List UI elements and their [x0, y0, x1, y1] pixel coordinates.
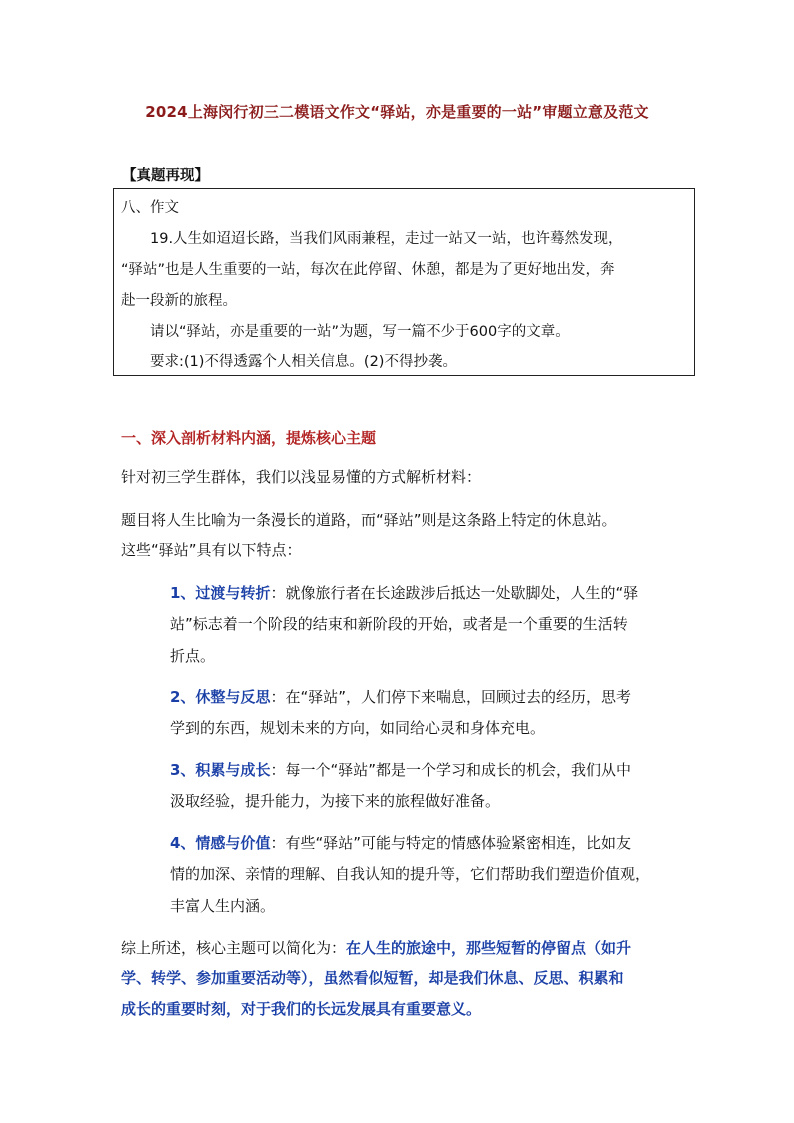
feature-item [170, 832, 631, 854]
feature-key: 1、过渡与转折 [170, 584, 271, 602]
question-line: 19.人生如迢迢长路，当我们风雨兼程，走过一站又一站，也许蓦然发现， [150, 231, 623, 247]
page-title: 2024上海闵行初三二模语文作文“驿站，亦是重要的一站”审题立意及范文 [145, 103, 649, 121]
intro-paragraph: 针对初三学生群体，我们以浅显易懂的方式解析材料： [121, 468, 482, 486]
summary-emphasis: 在人生的旅途中，那些短暂的停留点（如升 [346, 939, 632, 957]
feature-item [170, 759, 631, 781]
section-heading: 一、深入剖析材料内涵，提炼核心主题 [121, 429, 377, 447]
question-box [113, 188, 695, 376]
feature-item [170, 686, 631, 708]
question-line: “驿站”也是人生重要的一站，每次在此停留、休憩，都是为了更好地出发，奔 [121, 262, 615, 278]
summary-line [121, 937, 631, 959]
summary-emphasis: 成长的重要时刻，对于我们的长远发展具有重要意义。 [121, 1000, 482, 1018]
feature-text: 丰富人生内涵。 [170, 897, 276, 915]
feature-key: 3、积累与成长 [170, 761, 271, 779]
summary-plain: 综上所述，核心主题可以简化为： [121, 939, 347, 957]
feature-text: ：有些“驿站”可能与特定的情感体验紧密相连，比如友 [270, 834, 631, 852]
section-tag: 【真题再现】 [122, 168, 209, 184]
feature-text: 情的加深、亲情的理解、自我认知的提升等，它们帮助我们塑造价值观， [170, 865, 651, 883]
feature-text: ：在“驿站”，人们停下来喘息，回顾过去的经历，思考 [270, 688, 631, 706]
question-heading: 八、作文 [121, 200, 179, 216]
feature-text: 折点。 [170, 647, 216, 665]
description-line: 这些“驿站”具有以下特点： [121, 541, 302, 559]
feature-key: 2、休整与反思 [170, 688, 271, 706]
feature-text: ：每一个“驿站”都是一个学习和成长的机会，我们从中 [270, 761, 631, 779]
question-line: 请以“驿站，亦是重要的一站”为题，写一篇不少于600字的文章。 [150, 324, 570, 340]
description-line: 题目将人生比喻为一条漫长的道路，而“驿站”则是这条路上特定的休息站。 [121, 511, 617, 529]
feature-text: 站”标志着一个阶段的结束和新阶段的开始，或者是一个重要的生活转 [170, 615, 628, 633]
feature-text: 学到的东西，规划未来的方向，如同给心灵和身体充电。 [170, 719, 546, 737]
question-line: 赴一段新的旅程。 [121, 293, 237, 309]
summary-emphasis: 学、转学、参加重要活动等），虽然看似短暂，却是我们休息、反思、积累和 [121, 969, 624, 987]
feature-key: 4、情感与价值 [170, 834, 271, 852]
feature-text: 汲取经验，提升能力，为接下来的旅程做好准备。 [170, 792, 501, 810]
question-line: 要求:(1)不得透露个人相关信息。(2)不得抄袭。 [150, 354, 457, 370]
feature-text: ：就像旅行者在长途跋涉后抵达一处歇脚处，人生的“驿 [270, 584, 639, 602]
feature-item [170, 582, 638, 604]
